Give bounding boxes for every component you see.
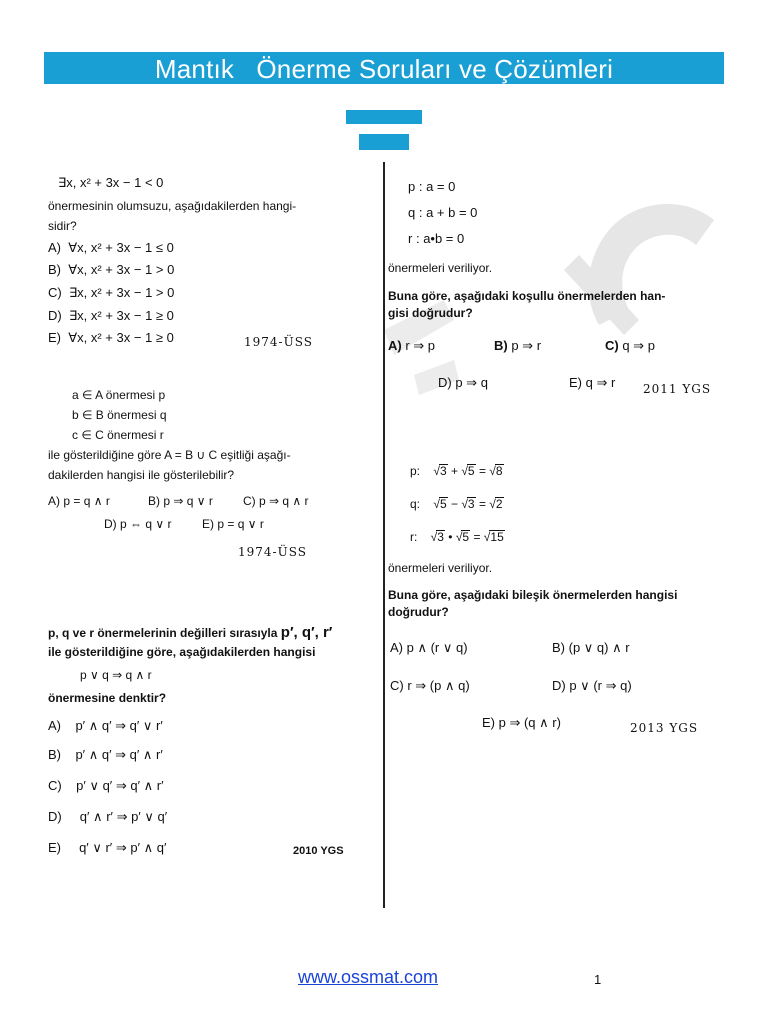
option-text: ∃x, x² + 3x − 1 > 0 <box>68 285 175 300</box>
q5-stem: Buna göre, aşağıdaki bileşik önermelerden hangisi <box>388 588 678 602</box>
option-label: C) <box>48 285 62 300</box>
option-label: D) <box>48 308 62 323</box>
option-label: C) <box>605 338 619 353</box>
option-text: p ⇒ r <box>511 338 542 353</box>
q1-statement: ∃x, x² + 3x − 1 < 0 <box>58 175 164 190</box>
option-text: q′ ∧ r′ ⇒ p′ ∨ q′ <box>79 809 168 824</box>
source-tag: 2011 YGS <box>643 382 712 396</box>
option-text: (p ∨ q) ∧ r <box>568 640 630 655</box>
decor-bar <box>359 134 409 150</box>
operator: = <box>473 530 481 544</box>
option-text: p = q ∧ r <box>63 494 110 508</box>
operator: = <box>478 497 486 511</box>
premise-name: r: <box>410 530 418 544</box>
option-text: p ⇒ q ∧ r <box>259 494 309 508</box>
option-text: ∀x, x² + 3x − 1 > 0 <box>68 262 175 277</box>
option-text: p′ ∧ q′ ⇒ q′ ∧ r′ <box>75 747 163 762</box>
watermark-logo-icon <box>384 160 768 400</box>
radicand: 3 <box>437 530 444 544</box>
option-label: E) <box>48 840 61 855</box>
option-label: D) <box>104 517 117 531</box>
option-text: q ⇒ r <box>585 375 616 390</box>
option-text: p ⇔ q ∨ r <box>120 517 172 531</box>
option-label: A) <box>390 640 403 655</box>
q3-expression: p ∨ q ⇒ q ∧ r <box>80 668 152 682</box>
option-label: D) <box>552 678 566 693</box>
radicand: 8 <box>495 464 503 478</box>
option-label: B) <box>48 262 61 277</box>
option-label: C) <box>390 678 404 693</box>
option-text: r ⇒ p <box>405 338 436 353</box>
q1-stem: önermesinin olumsuzu, aşağıdakilerden hangi- <box>48 199 297 213</box>
premise-expr: a•b = 0 <box>423 231 465 246</box>
q2-line: a ∈ A önermesi p <box>72 388 166 402</box>
option-label: E) <box>48 330 61 345</box>
q4-stem: gisi doğrudur? <box>388 306 473 320</box>
radicand: 3 <box>467 497 475 511</box>
q1-stem: sidir? <box>48 219 77 233</box>
option-text: p ⇒ q ∨ r <box>163 494 213 508</box>
option-label: E) <box>569 375 582 390</box>
operator: • <box>448 530 453 544</box>
source-tag: 1974-ÜSS <box>244 335 313 349</box>
option-label: A) <box>48 494 60 508</box>
option-label: E) <box>482 715 495 730</box>
q3-stem: önermesine denktir? <box>48 691 167 705</box>
option-text: q′ ∨ r′ ⇒ p′ ∧ q′ <box>79 840 167 855</box>
q3-stem: ile gösterildiğine göre, aşağıdakilerden hangisi <box>48 645 316 659</box>
option-text: r ⇒ (p ∧ q) <box>407 678 470 693</box>
option-label: D) <box>438 375 452 390</box>
radicand: 5 <box>462 530 470 544</box>
premise-name: q : <box>408 205 423 220</box>
option-text: p = q ∨ r <box>217 517 264 531</box>
q2-stem: ile gösterildiğine göre A = B ∪ C eşitliği aşağı- <box>48 448 291 462</box>
radicand: 15 <box>490 530 504 544</box>
option-label: B) <box>48 747 61 762</box>
premise-expr: a + b = 0 <box>426 205 478 220</box>
option-label: E) <box>202 517 214 531</box>
source-tag: 2010 YGS <box>293 845 344 857</box>
radicand: 5 <box>467 464 475 478</box>
option-label: A) <box>388 338 402 353</box>
q5-stem: doğrudur? <box>388 605 449 619</box>
radicand: 5 <box>439 497 447 511</box>
option-text: ∃x, x² + 3x − 1 ≥ 0 <box>68 308 174 323</box>
option-label: D) <box>48 809 62 824</box>
q4-given: önermeleri veriliyor. <box>388 261 493 275</box>
option-text: p ⇒ q <box>455 375 488 390</box>
page-title: Mantık Önerme Soruları ve Çözümleri <box>154 54 614 84</box>
option-text: q ⇒ p <box>622 338 655 353</box>
operator: − <box>450 497 458 511</box>
option-label: C) <box>243 494 256 508</box>
source-tag: 1974-ÜSS <box>238 545 307 559</box>
premise-name: q: <box>410 497 421 511</box>
option-text: p ⇒ (q ∧ r) <box>498 715 561 730</box>
decor-bar <box>346 110 422 124</box>
q3-primes: p′, q′, r′ <box>280 624 333 641</box>
footer-website-link[interactable]: www.ossmat.com <box>298 967 439 987</box>
option-label: B) <box>552 640 565 655</box>
q2-stem: dakilerden hangisi ile gösterilebilir? <box>48 468 235 482</box>
option-text: ∀x, x² + 3x − 1 ≤ 0 <box>68 240 174 255</box>
q2-line: b ∈ B önermesi q <box>72 408 167 422</box>
option-text: p′ ∧ q′ ⇒ q′ ∨ r′ <box>75 718 163 733</box>
premise-name: p : <box>408 179 423 194</box>
premise-name: p: <box>410 464 421 478</box>
premise-expr: a = 0 <box>426 179 456 194</box>
q5-given: önermeleri veriliyor. <box>388 561 493 575</box>
q4-stem: Buna göre, aşağıdaki koşullu önermelerden han- <box>388 289 666 303</box>
option-label: A) <box>48 718 61 733</box>
radicand: 2 <box>495 497 503 511</box>
option-text: p ∧ (r ∨ q) <box>406 640 468 655</box>
page-number: 1 <box>594 972 602 987</box>
title-banner <box>44 52 724 84</box>
option-text: ∀x, x² + 3x − 1 ≥ 0 <box>68 330 174 345</box>
column-divider <box>383 162 385 908</box>
option-text: p ∨ (r ⇒ q) <box>569 678 632 693</box>
option-label: A) <box>48 240 61 255</box>
q3-stem: p, q ve r önermelerinin değilleri sırasıyla <box>48 626 278 640</box>
source-tag: 2013 YGS <box>630 721 699 735</box>
option-label: B) <box>494 338 508 353</box>
option-text: p′ ∨ q′ ⇒ q′ ∧ r′ <box>76 778 164 793</box>
option-label: B) <box>148 494 160 508</box>
option-label: C) <box>48 778 62 793</box>
q2-line: c ∈ C önermesi r <box>72 428 164 442</box>
premise-name: r : <box>408 231 420 246</box>
radicand: 3 <box>439 464 447 478</box>
operator: = <box>478 464 486 478</box>
operator: + <box>450 464 458 478</box>
